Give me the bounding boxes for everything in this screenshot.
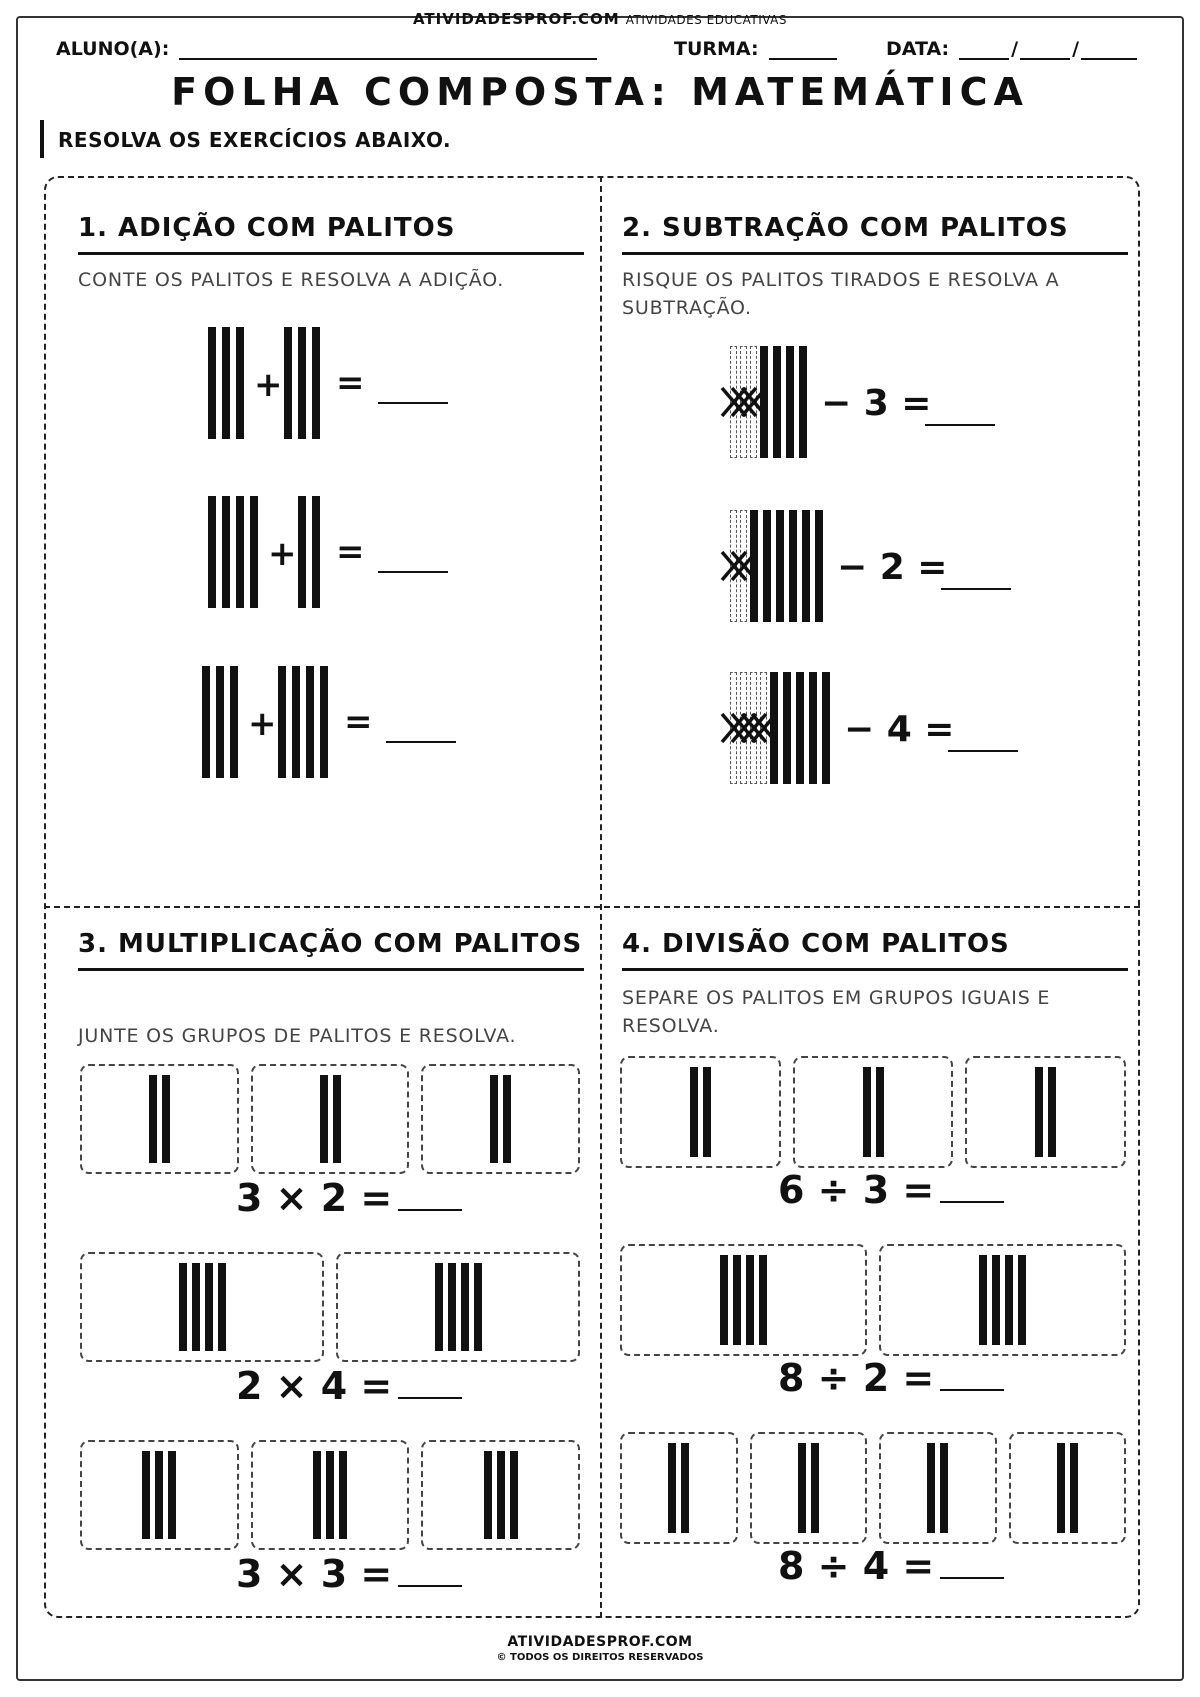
date-day-line[interactable] [959,42,1009,60]
stick [1070,1443,1078,1533]
stick [510,1451,518,1539]
horizontal-divider [44,906,1140,908]
subtraction-expression: − 4 = [844,709,955,750]
expression-text: 3 × 3 = [236,1552,393,1596]
stick [750,510,758,622]
stick [448,1263,456,1351]
stick [1018,1255,1026,1345]
stick [298,327,306,439]
expression-text: 8 ÷ 2 = [778,1356,935,1400]
stick [250,496,258,608]
instruction: RESOLVA OS EXERCÍCIOS ABAIXO. [40,120,451,158]
stick [703,1067,711,1157]
math-expression [236,1176,462,1220]
stick [218,1263,226,1351]
stick [773,346,781,458]
stick-group-box [251,1064,410,1174]
stick [461,1263,469,1351]
stick [798,1443,806,1533]
stick [474,1263,482,1351]
stick [326,1451,334,1539]
stick-group-box [620,1056,781,1168]
stick [690,1067,698,1157]
stick [497,1451,505,1539]
stick [863,1067,871,1157]
equals-sign: = [336,363,365,403]
stick [815,510,823,622]
math-expression [236,1552,462,1596]
stick [770,672,778,784]
stick [681,1443,689,1533]
answer-blank[interactable] [378,571,448,573]
stick [503,1075,511,1163]
answer-blank[interactable] [940,1365,1004,1391]
answer-blank[interactable] [948,750,1018,752]
stick-group-box [620,1432,738,1544]
stick [306,666,314,778]
stick [320,666,328,778]
stick [278,666,286,778]
stick [284,327,292,439]
answer-blank[interactable] [941,588,1011,590]
stick [230,666,238,778]
stick [313,1451,321,1539]
stick [162,1075,170,1163]
date-separator: / [1011,38,1019,60]
plus-sign: + [268,534,297,574]
class-label: TURMA: [674,38,759,60]
answer-blank[interactable] [398,1185,462,1211]
site-header [0,10,1200,28]
stick [783,672,791,784]
student-name-label: ALUNO(A): [56,38,170,60]
section-2-desc: RISQUE OS PALITOS TIRADOS E RESOLVA A SUBTRAÇÃO. [622,269,1060,319]
stick [208,327,216,439]
date-label: DATA: [886,38,950,60]
stick [333,1075,341,1163]
stick [811,1443,819,1533]
section-1-desc: CONTE OS PALITOS E RESOLVA A ADIÇÃO. [78,269,505,291]
answer-blank[interactable] [940,1177,1004,1203]
stick-group-box [336,1252,580,1362]
stick [312,327,320,439]
stick [1035,1067,1043,1157]
stick [979,1255,987,1345]
stick [208,496,216,608]
stick [822,672,830,784]
date-month-line[interactable] [1020,42,1070,60]
stick [292,666,300,778]
stick [149,1075,157,1163]
answer-blank[interactable] [925,424,995,426]
section-1-title: 1. ADIÇÃO COM PALITOS [78,208,584,255]
stick [720,1255,728,1345]
stick-group-box [965,1056,1126,1168]
stick-group-box [80,1064,239,1174]
stick-group-box [421,1064,580,1174]
subtraction-expression: − 2 = [837,547,948,588]
stick [216,666,224,778]
stick [339,1451,347,1539]
stick [205,1263,213,1351]
answer-blank[interactable] [378,402,448,404]
page-title: FOLHA COMPOSTA: MATEMÁTICA [171,70,1029,114]
stick [192,1263,200,1351]
date-year-line[interactable] [1081,42,1137,60]
expression-text: 3 × 2 = [236,1176,393,1220]
answer-blank[interactable] [398,1561,462,1587]
section-2-title: 2. SUBTRAÇÃO COM PALITOS [622,208,1128,255]
stick [1048,1067,1056,1157]
stick [759,1255,767,1345]
equals-sign: = [336,532,365,572]
stick-group-box [879,1432,997,1544]
stick [733,1255,741,1345]
stick [490,1075,498,1163]
answer-blank[interactable] [398,1373,462,1399]
stick [222,496,230,608]
expression-text: 6 ÷ 3 = [778,1168,935,1212]
math-expression [236,1364,462,1408]
stick [799,346,807,458]
stick [940,1443,948,1533]
stick [763,510,771,622]
stick [802,510,810,622]
plus-sign: + [248,704,277,744]
vertical-divider [600,176,602,1618]
math-expression [778,1544,1004,1588]
stick [746,1255,754,1345]
stick [484,1451,492,1539]
section-4-desc: SEPARE OS PALITOS EM GRUPOS IGUAIS E RESOLVA. [622,987,1051,1037]
site-name: ATIVIDADESPROF.COM [412,10,620,28]
expression-text: 2 × 4 = [236,1364,393,1408]
section-3-desc: JUNTE OS GRUPOS DE PALITOS E RESOLVA. [78,1025,517,1047]
section-4-title: 4. DIVISÃO COM PALITOS [622,924,1128,971]
stick [435,1263,443,1351]
stick [142,1451,150,1539]
stick [789,510,797,622]
class-line[interactable] [769,42,837,60]
stick [298,496,306,608]
math-expression [778,1168,1004,1212]
math-expression [778,1356,1004,1400]
date-separator: / [1072,38,1080,60]
stick [776,510,784,622]
answer-blank[interactable] [386,741,456,743]
stick [236,327,244,439]
stick [809,672,817,784]
date-field[interactable] [886,38,1137,60]
stick [179,1263,187,1351]
stick [796,672,804,784]
stick [236,496,244,608]
stick-group-box [793,1056,954,1168]
stick-group-box [80,1252,324,1362]
footer-site: ATIVIDADESPROF.COM [507,1634,693,1650]
stick [320,1075,328,1163]
stick [312,496,320,608]
stick-group-box [750,1432,868,1544]
equals-sign: = [344,702,373,742]
stick [1057,1443,1065,1533]
class-field[interactable] [674,38,837,60]
plus-sign: + [254,365,283,405]
student-name-line[interactable] [179,42,597,60]
subtraction-expression: − 3 = [821,383,932,424]
stick [155,1451,163,1539]
stick [202,666,210,778]
student-name-field[interactable] [56,38,597,60]
stick-group-box [620,1244,867,1356]
stick-group-box [1009,1432,1127,1544]
expression-text: 8 ÷ 4 = [778,1544,935,1588]
stick [168,1451,176,1539]
answer-blank[interactable] [940,1553,1004,1579]
stick [876,1067,884,1157]
stick [668,1443,676,1533]
footer-rights: © TODOS OS DIREITOS RESERVADOS [496,1652,704,1663]
stick [222,327,230,439]
stick-group-box [879,1244,1126,1356]
stick [992,1255,1000,1345]
section-3-title: 3. MULTIPLICAÇÃO COM PALITOS [78,924,584,971]
stick [760,346,768,458]
site-subtitle: ATIVIDADES EDUCATIVAS [625,13,788,27]
page-footer [0,1634,1200,1663]
stick [927,1443,935,1533]
stick [786,346,794,458]
stick [1005,1255,1013,1345]
